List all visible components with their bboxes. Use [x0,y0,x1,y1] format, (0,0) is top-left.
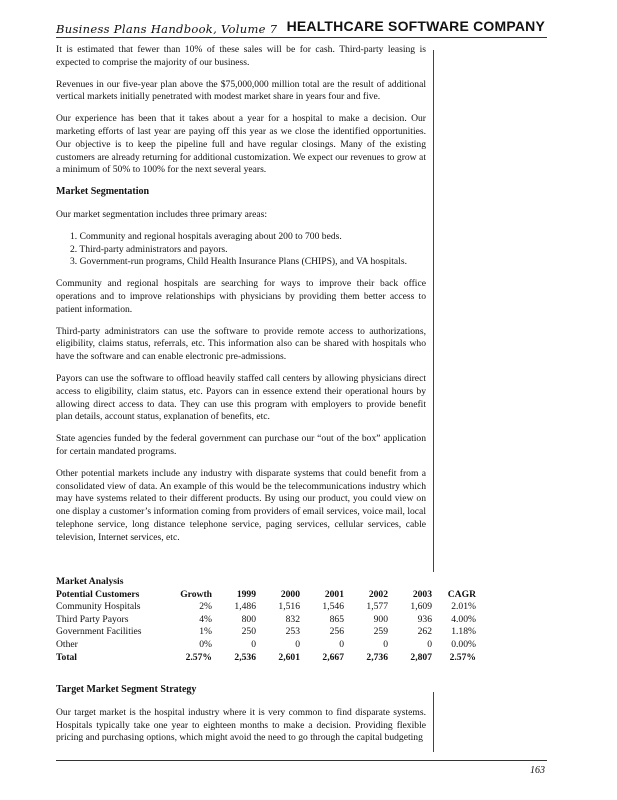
table-cell: 1,609 [410,601,432,613]
table-cell: Community Hospitals [56,601,141,613]
table-cell: 0 [251,638,256,650]
column-header: 2001 [324,588,344,600]
column-rule-top [433,50,434,572]
table-cell: 0.00% [451,638,476,650]
table-cell: 832 [285,613,300,625]
table-cell: 2,601 [278,651,300,663]
table-cell: 2,536 [234,651,256,663]
market-analysis-title: Market Analysis [56,576,124,587]
column-header: 2000 [280,588,300,600]
table-cell: 1,577 [366,601,388,613]
table-row [56,639,476,652]
table-cell: 2,736 [366,651,388,663]
table-cell: 262 [417,626,432,638]
header-rule [56,37,547,38]
table-cell: 900 [373,613,388,625]
table-cell: 2.01% [451,601,476,613]
column-header: Potential Customers [56,588,140,600]
table-cell: 936 [417,613,432,625]
heading-target-strategy: Target Market Segment Strategy [56,684,197,695]
paragraph-experience: Our experience has been that it takes about a year for a hospital to make a decision. Our marketing efforts of last year are paying off this year as we close the identified opportunities. Our objective is to keep the pipeline full and have regular closings. Many of the existing customers are already returning for additional customization. We expect our revenues to grow at a minimum of 50% to 100% for the next several years. [56,113,426,176]
table-row [56,601,476,614]
list-item: 2. Third-party administrators and payors. [70,243,228,255]
footer-rule [56,760,547,761]
list-item: 1. Community and regional hospitals averaging about 200 to 700 beds. [70,230,342,242]
column-rule-bottom [433,692,434,752]
list-item: 3. Government-run programs, Child Health Insurance Plans (CHIPS), and VA hospitals. [70,256,407,268]
table-cell: Other [56,638,78,650]
table-cell: 2% [199,601,212,613]
table-cell: 259 [373,626,388,638]
book-title: Business Plans Handbook, Volume 7 [56,22,278,36]
page-number: 163 [530,765,545,776]
table-cell: 4.00% [451,613,476,625]
table-cell: 0 [339,638,344,650]
column-header: Growth [180,588,212,600]
target-strategy-section [56,684,426,745]
table-cell: 1,486 [234,601,256,613]
table-cell: 253 [285,626,300,638]
paragraph-community-hospitals: Community and regional hospitals are searching for ways to improve their back office operations and to improve relationships with physicians by providing them better access to patient information. [56,278,426,315]
table-cell: 1.18% [451,626,476,638]
table-header-row [56,589,476,602]
paragraph-state-agencies: State agencies funded by the federal government can purchase our “out of the box” application for certain mandated programs. [56,433,426,457]
table-cell: 250 [241,626,256,638]
table-cell: 800 [241,613,256,625]
table-cell: 0% [199,638,212,650]
table-cell: 4% [199,613,212,625]
market-analysis [56,576,476,664]
column-header: CAGR [447,588,476,600]
paragraph-third-party: Third-party administrators can use the software to provide remote access to authorizations, eligibility, claims status, referrals, etc. This information also can be shared with hospitals who have the software and can enable electronic pre-admissions. [56,325,426,363]
table-total-row [56,652,476,665]
segmentation-list [70,231,426,269]
table-row [56,626,476,639]
table-cell: 0 [383,638,388,650]
table-cell: 0 [427,638,432,650]
paragraph-target-market: Our target market is the hospital industry where it is very common to find disparate systems. Hospitals typically take one year to eighteen months to make a decision. Providing flexible pricing and purchasing options, which might avoid the need to go through the capital budgeting [56,706,426,744]
table-cell: 0 [295,638,300,650]
table-cell: 1,516 [278,601,300,613]
table-cell: Total [56,651,77,663]
heading-market-segmentation: Market Segmentation [56,186,150,198]
market-analysis-table [56,589,476,665]
paragraph-segmentation-intro: Our market segmentation includes three primary areas: [56,208,267,220]
table-cell: 2.57% [449,651,476,663]
paragraph-cash-sales: It is estimated that fewer than 10% of these sales will be for cash. Third-party leasing is expected to comprise the majority of our business. [56,44,426,68]
table-cell: Third Party Payors [56,613,129,625]
section-title: HEALTHCARE SOFTWARE COMPANY [286,18,545,34]
table-cell: 1,546 [322,601,344,613]
main-text [56,44,426,554]
table-cell: 2,667 [322,651,344,663]
paragraph-other-markets: Other potential markets include any industry with disparate systems that could benefit from a consolidated view of data. An example of this would be the telecommunications industry which may have systems related to their different products. By using our product, you could view on one display a customer’s information coming from providers of email services, voice mail, local telephone service, long distance telephone service, paging services, cellular services, cable television, Internet services, etc. [56,467,426,543]
table-cell: 2.57% [185,651,212,663]
table-row [56,614,476,627]
column-header: 2002 [368,588,388,600]
table-cell: 1% [199,626,212,638]
paragraph-payors: Payors can use the software to offload heavily staffed call centers by allowing physicians direct access to eligibility, claim status, etc. Payors can in essence extend their operational hours by allowing direct access to data. They can use this program with employers to provide benefit plan details, account status, explanation of benefits, etc. [56,372,426,423]
table-cell: 2,807 [410,651,432,663]
paragraph-revenues: Revenues in our five-year plan above the $75,000,000 million total are the result of additional vertical markets initially penetrated with modest market share in years four and five. [56,78,426,103]
column-header: 1999 [236,588,256,600]
table-cell: 865 [329,613,344,625]
table-cell: 256 [329,626,344,638]
column-header: 2003 [412,588,432,600]
table-cell: Government Facilities [56,626,142,638]
